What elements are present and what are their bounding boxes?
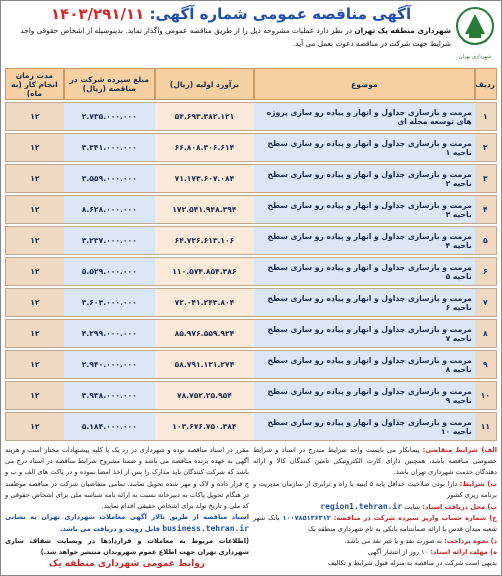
table-row bbox=[5, 381, 497, 410]
row-subject: مرمت و بازسازی جداول و انهار و پیاده رو سازی سطح ناحیه ۸ bbox=[254, 350, 475, 379]
row-estimate: ۷۲.۰۴۱.۲۴۳.۸۰۴ bbox=[155, 288, 254, 317]
logo-caption: شهرداری تهران bbox=[458, 54, 492, 60]
signature: روابط عمومی شهرداری منطقه یک bbox=[49, 559, 205, 570]
row-estimate: ۵۸.۷۹۱.۱۳۱.۲۷۴ bbox=[155, 350, 254, 379]
transparency-note: (اطلاعات مربوط به معاملات و قراردادها در وبسایت شفاف سازی شهرداری تهران جهت اطلاع عموم شهروندان منتشر خواهد شد.) bbox=[5, 536, 249, 556]
deposit-account: ج) شماره حساب واریز سپرده شرکت در مناقصه: ۱۰۰۷۸۵۱۳۶۳۱۲ بانک شهر شعبه میدان قدس یا ارائه ضمانتنامه بانکی به نام شهرداری منطقه یک bbox=[253, 514, 497, 534]
row-subject: مرمت و بازسازی جداول و انهار و پیاده رو سازی سطح ناحیه ۱ bbox=[254, 133, 475, 162]
row-duration: ۱۲ bbox=[5, 381, 64, 410]
table-row bbox=[5, 350, 497, 379]
tehran-municipality-logo-icon bbox=[455, 6, 495, 54]
business-site-line: اسناد مناقصه از طریق تالار آگهی معاملات شهرداری تهران به نشانی business.tehran.ir قابل رویت و دریافت می باشد. bbox=[5, 513, 249, 534]
right-tail: بدیهی است شرکت در مناقصه به منزله قبول شرایط و تکالیف bbox=[327, 559, 497, 568]
row-deposit: ۳.۹۳۸.۰۰۰.۰۰۰ bbox=[64, 381, 155, 410]
row-deposit: ۸.۶۲۸.۰۰۰.۰۰۰ bbox=[64, 195, 155, 224]
submission-deadline: ه) مهلت ارائه اسناد: ۱۰ روز از انتشار آگهی bbox=[367, 547, 497, 556]
notice-number: ۱۴۰۳/۲۹۱/۱۱ bbox=[50, 5, 145, 23]
intro-text bbox=[5, 24, 497, 50]
row-subject: مرمت و بازسازی جداول و انهار و پیاده رو سازی سطح ناحیه ۹ bbox=[254, 381, 475, 410]
row-duration: ۱۲ bbox=[5, 226, 64, 255]
table-row bbox=[5, 164, 497, 193]
row-index: ۶ bbox=[475, 257, 497, 286]
row-deposit: ۴.۲۹۹.۰۰۰.۰۰۰ bbox=[64, 319, 155, 348]
notes-column bbox=[5, 445, 249, 570]
business-site-link[interactable]: business.tehran.ir bbox=[162, 524, 249, 534]
row-duration: ۱۲ bbox=[5, 257, 64, 286]
table-header-row bbox=[5, 68, 497, 100]
table-row bbox=[5, 319, 497, 348]
condition-b: ب) شرایط: دارا بودن صلاحیت حداقل پایه ۵ ابنیه یا راه و ترابری از سازمان مدیریت و برنامه ریزی کشور bbox=[253, 479, 498, 499]
region-site-link[interactable]: region1.tehran.ir bbox=[320, 502, 403, 512]
intro-org: شهرداری منطقه یک تهران bbox=[354, 26, 451, 35]
row-deposit: ۳.۳۴۱.۰۰۰.۰۰۰ bbox=[64, 133, 155, 162]
header bbox=[5, 4, 497, 66]
row-index: ۴ bbox=[475, 195, 497, 224]
row-duration: ۱۲ bbox=[5, 350, 64, 379]
row-index: ۸ bbox=[475, 319, 497, 348]
row-index: ۲ bbox=[475, 133, 497, 162]
row-deposit: ۳.۶۰۳.۰۰۰.۰۰۰ bbox=[64, 288, 155, 317]
tender-table bbox=[5, 66, 497, 443]
row-subject: مرمت و بازسازی جداول و انهار و پیاده رو سازی سطح ناحیه ۳ bbox=[254, 195, 475, 224]
row-estimate: ۶۴.۷۳۶.۶۱۳.۱۰۶ bbox=[155, 226, 254, 255]
row-subject: مرمت و بازسازی جداول و انهار و پیاده رو سازی سطح ناحیه ۷ bbox=[254, 319, 475, 348]
title-prefix: آگهی مناقصه عمومی شماره آگهی: bbox=[144, 5, 412, 23]
row-subject: مرمت و بازسازی جداول و انهار و پیاده رو سازی سطح ناحیه ۵ bbox=[254, 257, 475, 286]
row-deposit: ۵.۵۲۹.۰۰۰.۰۰۰ bbox=[64, 257, 155, 286]
row-index: ۱۰ bbox=[475, 381, 497, 410]
row-deposit: ۳.۲۳۷.۰۰۰.۰۰۰ bbox=[64, 226, 155, 255]
row-estimate: ۱۰۳.۶۷۶.۷۵۰.۳۸۴ bbox=[155, 412, 254, 441]
row-subject: مرمت و بازسازی جداول و انهار و پیاده رو سازی سطح ناحیه ۴ bbox=[254, 226, 475, 255]
row-index: ۳ bbox=[475, 164, 497, 193]
row-estimate: ۵۴.۶۹۳.۳۸۲.۱۲۱ bbox=[155, 102, 254, 131]
row-estimate: ۷۸.۷۵۲.۲۵.۹۵۴ bbox=[155, 381, 254, 410]
page-title bbox=[5, 4, 497, 24]
row-subject: مرمت و بازسازی جداول و انهار و پیاده رو سازی پروژه های توسعه محله ای bbox=[254, 102, 475, 131]
col-header-subject: موضوع bbox=[254, 68, 475, 100]
row-duration: ۱۲ bbox=[5, 412, 64, 441]
payment-method: د) نحوه پرداخت: به صورت نقد و یا غیر نقد می باشد. bbox=[344, 536, 497, 545]
table-row bbox=[5, 412, 497, 441]
footer bbox=[5, 445, 498, 570]
row-index: ۹ bbox=[475, 350, 497, 379]
table-row bbox=[5, 257, 497, 286]
row-estimate: ۷۱.۱۷۳.۶۰۷.۰۸۴ bbox=[155, 164, 254, 193]
col-header-deposit: مبلغ سپرده شرکت در مناقصه (ریال) bbox=[64, 68, 155, 100]
row-estimate: ۶۶.۸۰۸.۳۰۶.۶۱۴ bbox=[155, 133, 254, 162]
row-subject: مرمت و بازسازی جداول و انهار و پیاده رو سازی سطح ناحیه ۶ bbox=[254, 288, 475, 317]
conditions-column bbox=[253, 445, 498, 568]
table-row bbox=[5, 226, 497, 255]
table-row bbox=[5, 133, 497, 162]
row-index: ۷ bbox=[475, 288, 497, 317]
row-duration: ۱۲ bbox=[5, 102, 64, 131]
row-deposit: ۳.۵۵۹.۰۰۰.۰۰۰ bbox=[64, 164, 155, 193]
col-header-idx: ردیف bbox=[475, 68, 497, 100]
notes-text: مقرر در اسناد مناقصه بوده و شهرداری در رد یک یا کلیه پیشنهادات مختار است و هزینه آگهی به عهده برنده مناقصه می باشد و ضمنا مشروح شرایط مناقصه در اسناد درج می باشد که شرکت کنندگان باید مدارک را پس از اخذ امضا نموده و در پاکت های الف و ب و ج قرار داده و لاک و مهر شده تحویل نمایند. تمامی متقاضیان شرکت در مناقصه موظفند در هنگام تحویل پاکات به دبیرخانه نسبت به ارائه نامه شناسه ملی برای اشخاص حقوقی و کد ملی و تاریخ تولد برای اشخاص حقیقی اقدام نمایند. bbox=[5, 446, 249, 511]
row-duration: ۱۲ bbox=[5, 195, 64, 224]
row-duration: ۱۲ bbox=[5, 288, 64, 317]
table-row bbox=[5, 288, 497, 317]
document-site: پ) محل دریافت اسناد: سایت region1.tehran.ir bbox=[320, 502, 497, 512]
row-index: ۱ bbox=[475, 102, 497, 131]
row-subject: مرمت و بازسازی جداول و انهار و پیاده رو سازی سطح ناحیه ۱۰ bbox=[254, 412, 475, 441]
row-subject: مرمت و بازسازی جداول و انهار و پیاده رو سازی سطح ناحیه ۲ bbox=[254, 164, 475, 193]
row-deposit: ۲.۷۳۵.۰۰۰.۰۰۰ bbox=[64, 102, 155, 131]
row-deposit: ۵.۱۸۴.۰۰۰.۰۰۰ bbox=[64, 412, 155, 441]
intro-body: در نظر دارد عملیات مشروحه ذیل را از طریق مناقصه عمومی واگذار نماید. بدینوسیله از اشخاص حقوقی واجد شرایط جهت شرکت در مناقصه دعوت بعمل می آید. bbox=[20, 26, 451, 48]
row-estimate: ۱۷۲.۵۴۱.۹۴۸.۳۹۴ bbox=[155, 195, 254, 224]
row-deposit: ۲.۹۴۰.۰۰۰.۰۰۰ bbox=[64, 350, 155, 379]
col-header-duration: مدت زمان انجام کار (به ماه) bbox=[5, 68, 64, 100]
row-index: ۱۱ bbox=[475, 412, 497, 441]
row-duration: ۱۲ bbox=[5, 133, 64, 162]
row-estimate: ۸۵.۹۷۶.۵۵۹.۹۲۴ bbox=[155, 319, 254, 348]
col-header-estimate: برآورد اولیه (ریال) bbox=[155, 68, 254, 100]
condition-a: الف) شرایط متقاضی: پیمانکار می بایست واجد شرایط مندرج در اسناد و شرایط خصوصی مناقصه باشد، همچنین دارای کارت الکترونیکی تامین کنندگان کالا و ارائه دهندگان خدمت شهرداری تهران باشد. bbox=[253, 446, 497, 477]
table-row bbox=[5, 195, 497, 224]
row-index: ۵ bbox=[475, 226, 497, 255]
row-estimate: ۱۱۰.۵۷۴.۸۵۴.۳۸۶ bbox=[155, 257, 254, 286]
row-duration: ۱۲ bbox=[5, 319, 64, 348]
table-row bbox=[5, 102, 497, 131]
row-duration: ۱۲ bbox=[5, 164, 64, 193]
